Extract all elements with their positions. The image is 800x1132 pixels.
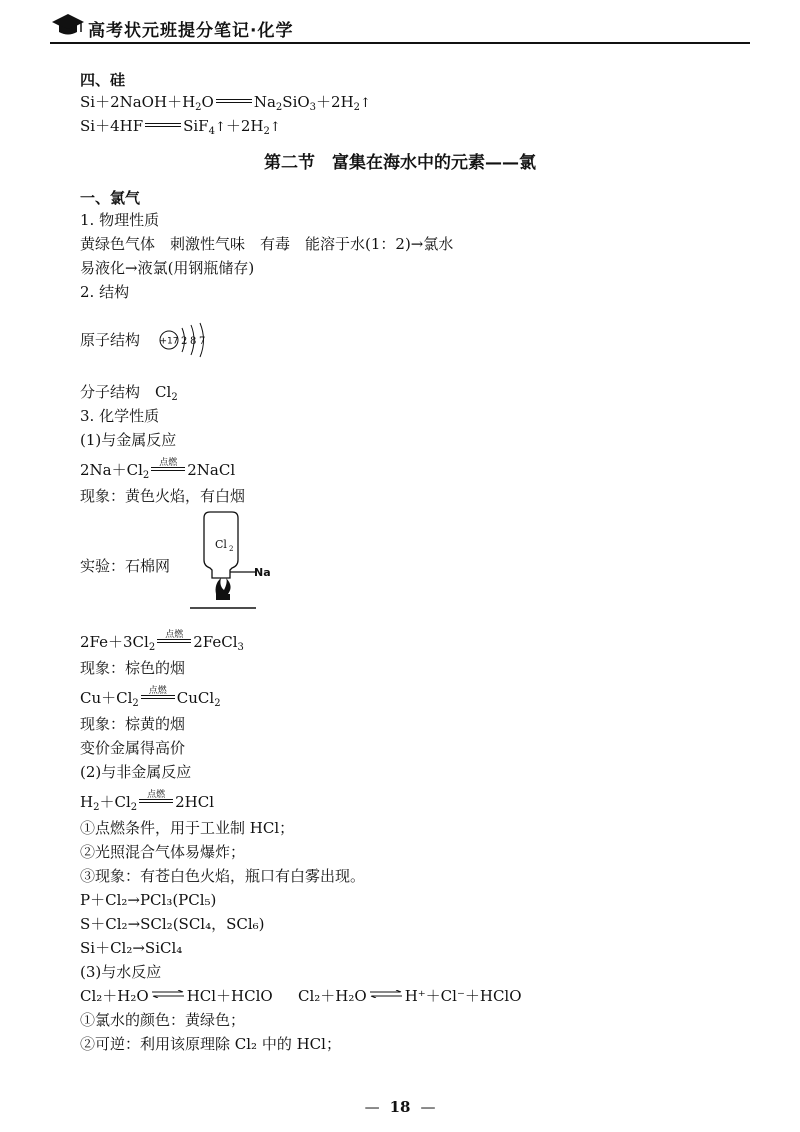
hydrogen-equation: $H_2+Cl_2$ 点燃 2HCl [80, 790, 215, 813]
molecule-structure: 分子结构 $Cl_2$ [80, 383, 178, 403]
copper-observation: 现象：棕黄的烟 [80, 715, 186, 733]
sodium-observation: 现象：黄色火焰，有白烟 [80, 487, 246, 505]
gas-up-arrow-icon: ↑ [269, 120, 281, 135]
page-number: — 18 — [364, 1098, 436, 1116]
water-note-2: ②可逆：利用该原理除 Cl₂ 中的 HCl； [80, 1035, 341, 1053]
shell-2-electrons: 8 [190, 336, 197, 347]
hydrogen-note-2: ②光照混合气体易爆炸； [80, 843, 246, 861]
nucleus-charge: +17 [159, 336, 179, 347]
hydrogen-note-1: ①点燃条件，用于工业制 HCl； [80, 819, 295, 837]
page-header [50, 6, 750, 46]
flask-label: Cl [215, 538, 227, 551]
water-equation-1: Cl₂＋H₂O HCl＋HClO [80, 987, 273, 1005]
sulfur-equation: S＋Cl₂→SCl₂(SCl₄，SCl₆) [80, 915, 265, 933]
reversible-arrow-icon [369, 990, 403, 998]
water-equation-2: Cl₂＋H₂O H⁺＋Cl⁻＋HClO [298, 987, 522, 1005]
nonmetal-reaction-heading: (2)与非金属反应 [80, 763, 192, 781]
graduation-cap-icon [50, 10, 86, 38]
silicon-heading: 四、硅 [80, 71, 126, 89]
shell-3-electrons: 7 [199, 336, 206, 347]
chlorine-atom-diagram [158, 322, 218, 358]
water-note-1: ①氯水的颜色：黄绿色； [80, 1011, 246, 1029]
experiment-label: 实验：石棉网 [80, 557, 171, 575]
book-title: 高考状元班提分笔记·化学 [88, 21, 294, 41]
copper-equation: $Cu+Cl_2$ 点燃 CuCl$_2$ [80, 686, 221, 709]
atom-structure-label: 原子结构 [80, 331, 141, 349]
phosphorus-equation: P＋Cl₂→PCl₃(PCl₅) [80, 891, 217, 909]
physical-properties-line-2: 易液化→液氯(用钢瓶储存) [80, 259, 255, 277]
silicon-equation-2: Si＋4HF $SiF_4↑+2H_2↑$ [80, 117, 281, 137]
gas-up-arrow-icon: ↑ [214, 120, 226, 135]
sodium-equation: $2Na+Cl_2$ 点燃 2NaCl [80, 458, 236, 481]
reversible-arrow-icon [151, 990, 185, 998]
hydrogen-note-3: ③现象：有苍白色火焰，瓶口有白雾出现。 [80, 867, 366, 885]
chlorine-heading: 一、氯气 [80, 189, 141, 207]
valence-note: 变价金属得高价 [80, 739, 186, 757]
chemical-properties-heading: 3. 化学性质 [80, 407, 160, 425]
physical-properties-heading: 1. 物理性质 [80, 211, 160, 229]
sodium-label: Na [254, 566, 271, 579]
silicon-equation-1: $Si+2NaOH+H_2O$ $Na_2SiO_3+2H_2↑$ [80, 93, 371, 113]
iron-equation: $2Fe+3Cl_2$ 点燃 2FeCl$_3$ [80, 630, 244, 653]
silicon-chloride-equation: Si＋Cl₂→SiCl₄ [80, 939, 183, 957]
gas-up-arrow-icon: ↑ [360, 96, 371, 111]
structure-heading: 2. 结构 [80, 283, 130, 301]
experiment-apparatus-diagram [186, 508, 278, 612]
header-rule [50, 42, 750, 44]
section-title: 第二节 富集在海水中的元素——氯 [264, 153, 536, 173]
water-reaction-heading: (3)与水反应 [80, 963, 162, 981]
shell-1-electrons: 2 [181, 336, 188, 347]
iron-observation: 现象：棕色的烟 [80, 659, 186, 677]
physical-properties-line-1: 黄绿色气体 刺激性气味 有毒 能溶于水(1：2)→氯水 [80, 235, 454, 253]
metal-reaction-heading: (1)与金属反应 [80, 431, 177, 449]
flask-label-sub: 2 [229, 545, 234, 553]
